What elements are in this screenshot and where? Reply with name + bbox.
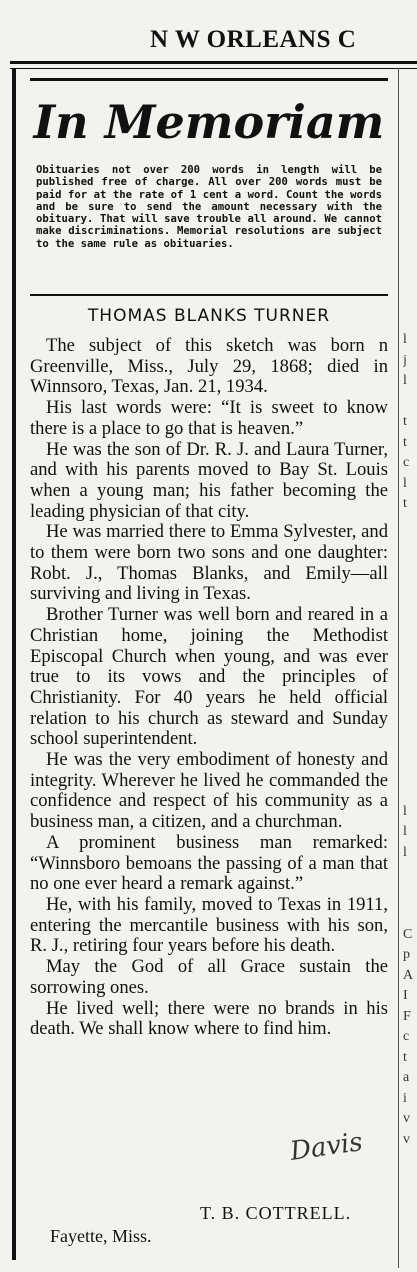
masthead-thin-rule: [10, 68, 417, 69]
adjacent-column-fragment: l j l t t c l t l l l C p A I F c t a i v v: [403, 332, 414, 1147]
masthead-rule: [10, 61, 417, 64]
obituary-paragraph: May the God of all Grace sustain the sorrowing ones.: [30, 956, 388, 998]
section-title: In Memoriam: [33, 95, 385, 149]
obituary-paragraph: He was the very embodiment of honesty and integrity. Wherever he lived he commanded the confidence and respect of his community as a business man, a citizen, and a churchman.: [30, 749, 388, 833]
obituary-paragraph: A prominent business man remarked: “Winnsboro bemoans the passing of a man that no one ever heard a remark against.”: [30, 831, 388, 895]
obituary-paragraph: He, with his family, moved to Texas in 1911, entering the mercantile business with his son, R. J., retiring four years before his death.: [30, 893, 388, 957]
obituary-paragraph: He was married there to Emma Sylvester, and to them were born two sons and one daughter: Robt. J., Thomas Blanks, and Emily—all surviving and living in Texas.: [30, 521, 388, 605]
obituary-paragraph: His last words were: “It is sweet to know there is a place to go that is heaven.”: [30, 397, 388, 439]
obituary-paragraph: The subject of this sketch was born n Greenville, Miss., July 29, 1868; died in Winnsoro, Texas, Jan. 21, 1934.: [30, 335, 388, 398]
obituary-paragraph: He was the son of Dr. R. J. and Laura Turner, and with his parents moved to Bay St. Louis when a young man; his father becoming the leading physician of that city.: [30, 438, 388, 522]
author-signature: T. B. COTTRELL.: [200, 1203, 352, 1223]
obituary-policy-notice: Obituaries not over 200 words in length will be published free of charge. All over 200 words must be paid for at the rate of 1 cent a word. Count the words and be sure to send the amount necessary with the obituary. That will save trouble all around. We cannot make discriminations. Memorial resolutions are subject to the same rule as obituaries.: [36, 164, 382, 250]
header-bottom-rule: [30, 294, 388, 296]
header-top-rule: [30, 78, 388, 81]
obituary-body: [30, 336, 388, 1040]
handwritten-annotation: Davis: [288, 1127, 365, 1167]
newspaper-masthead: N W ORLEANS C: [150, 26, 357, 53]
column-left-border: [12, 68, 16, 1260]
section-header: [30, 78, 388, 296]
obituary-paragraph: He lived well; there were no brands in his death. We shall know where to find him.: [30, 997, 388, 1040]
obituary-paragraph: Brother Turner was well born and reared in a Christian home, joining the Methodist Episcopal Church when young, and was ever true to its vows and the principles of Christianity. For 40 years he held official relation to his church as steward and Sunday school superintendent.: [30, 604, 388, 750]
column-right-border: [398, 68, 399, 1268]
obituary-name-heading: THOMAS BLANKS TURNER: [87, 306, 331, 326]
author-location: Fayette, Miss.: [50, 1226, 152, 1246]
